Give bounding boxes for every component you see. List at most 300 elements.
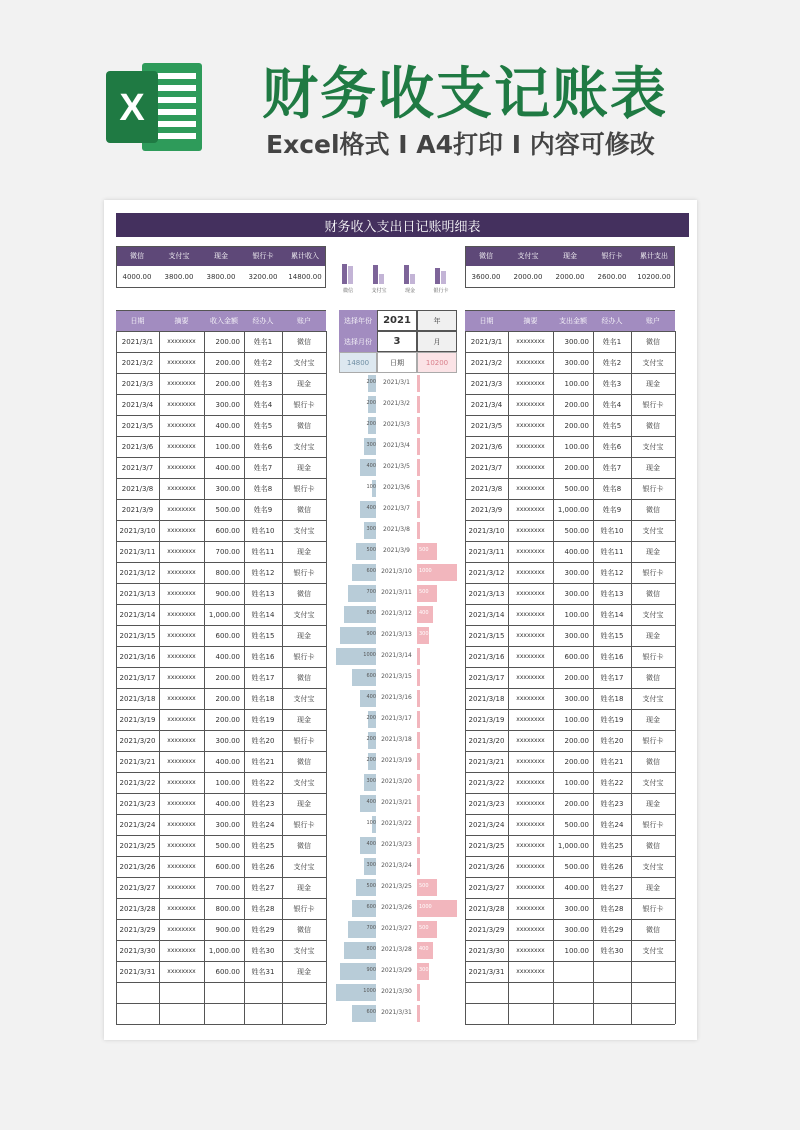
expense-table-cell: xxxxxxxx	[516, 611, 545, 618]
income-table-cell: xxxxxxxx	[167, 926, 196, 933]
expense-table-cell: 现金	[646, 631, 660, 640]
expense-table-cell: 500.00	[564, 484, 589, 493]
income-table-cell: 姓名20	[251, 736, 275, 745]
income-table-cell: 200.00	[215, 379, 240, 388]
expense-table-cell	[631, 1003, 675, 1024]
income-table-cell: 500.00	[215, 505, 240, 514]
income-bar-label: 300	[366, 862, 376, 868]
grid-line	[116, 898, 326, 899]
income-table-cell: 姓名15	[251, 631, 275, 640]
income-table-cell: xxxxxxxx	[167, 443, 196, 450]
income-table-cell: xxxxxxxx	[167, 821, 196, 828]
income-bar-label: 600	[366, 568, 376, 574]
income-table-cell: 支付宝	[293, 862, 315, 871]
expense-table-cell: 200.00	[564, 421, 589, 430]
income-table-cell: 姓名26	[251, 862, 275, 871]
expense-table-cell	[508, 982, 553, 1003]
mini-chart-label: 微信	[342, 288, 353, 294]
expense-bar	[417, 711, 420, 728]
expense-table-cell: xxxxxxxx	[516, 506, 545, 513]
expense-bar	[417, 795, 420, 812]
income-table-cell: 银行卡	[293, 652, 315, 661]
expense-table-cell: 微信	[646, 505, 660, 514]
expense-table-cell: xxxxxxxx	[516, 779, 545, 786]
mini-chart-bar-income	[373, 265, 378, 284]
income-table-cell: 900.00	[215, 589, 240, 598]
expense-table-cell: 支付宝	[642, 442, 664, 451]
expense-table-cell: 姓名18	[600, 694, 624, 703]
grid-line	[116, 835, 326, 836]
expense-bar-label: 500	[419, 925, 429, 931]
expense-table-cell: xxxxxxxx	[516, 758, 545, 765]
expense-table-cell: 500.00	[564, 526, 589, 535]
grid-line	[116, 709, 326, 710]
expense-table-cell: 300.00	[564, 904, 589, 913]
butterfly-date-label: 2021/3/30	[381, 988, 412, 995]
income-table-cell: 400.00	[215, 463, 240, 472]
mini-chart-bar-expense	[410, 274, 415, 284]
expense-table-cell: 2021/3/15	[468, 631, 505, 640]
income-table-cell: xxxxxxxx	[167, 884, 196, 891]
expense-table-cell: 2021/3/28	[468, 904, 505, 913]
expense-col-header: 经办人	[593, 310, 631, 331]
expense-table-cell: 2021/3/4	[470, 400, 503, 409]
mini-chart-bar-income	[404, 265, 409, 284]
income-bar-label: 200	[366, 379, 376, 385]
income-summary-value: 3200.00	[248, 273, 278, 281]
expense-table-cell: 2021/3/6	[470, 442, 503, 451]
expense-table-cell: 姓名26	[600, 862, 624, 871]
grid-line	[465, 982, 675, 983]
income-col-header: 摘要	[159, 310, 204, 331]
income-bar-label: 900	[366, 631, 376, 637]
income-col-header: 日期	[116, 310, 159, 331]
income-table-cell: 100.00	[215, 442, 240, 451]
expense-table-cell: 微信	[646, 337, 660, 346]
expense-table-cell: 300.00	[564, 694, 589, 703]
expense-bar	[417, 732, 420, 749]
grid-line	[465, 856, 675, 857]
butterfly-date-label: 2021/3/28	[381, 946, 412, 953]
income-table-cell: 2021/3/29	[119, 925, 156, 934]
income-table-cell: 姓名25	[251, 841, 275, 850]
income-table-cell: 姓名9	[253, 505, 273, 514]
mini-chart-label: 银行卡	[433, 288, 449, 294]
mini-chart-bar-expense	[379, 274, 384, 284]
grid-line	[282, 331, 283, 1024]
grid-line	[465, 436, 675, 437]
grid-line	[116, 982, 326, 983]
expense-bar	[417, 858, 420, 875]
grid-line	[465, 541, 675, 542]
expense-table-cell: xxxxxxxx	[516, 485, 545, 492]
income-table-cell	[282, 982, 326, 1003]
expense-table-cell: 支付宝	[642, 610, 664, 619]
expense-table-cell: 300.00	[564, 631, 589, 640]
butterfly-date-label: 2021/3/14	[381, 652, 412, 659]
expense-table-cell: 2021/3/14	[468, 610, 505, 619]
income-summary-value: 3800.00	[206, 273, 236, 281]
expense-table-cell: 2021/3/20	[468, 736, 505, 745]
income-table-cell: xxxxxxxx	[167, 611, 196, 618]
sheet-title: 财务收入支出日记账明细表	[116, 213, 689, 237]
expense-table-cell: xxxxxxxx	[516, 527, 545, 534]
expense-table-cell: xxxxxxxx	[516, 422, 545, 429]
income-bar-label: 800	[366, 610, 376, 616]
income-table-cell: xxxxxxxx	[167, 863, 196, 870]
expense-table-cell: 姓名11	[600, 547, 624, 556]
svg-text:X: X	[119, 87, 145, 129]
expense-table-cell	[553, 1003, 593, 1024]
income-table-cell: 现金	[297, 463, 311, 472]
expense-table-cell: 姓名2	[602, 358, 622, 367]
income-table-cell: 银行卡	[293, 904, 315, 913]
year-selector-value[interactable]: 2021	[377, 310, 417, 331]
expense-bar	[417, 837, 420, 854]
income-table-cell: 2021/3/16	[119, 652, 156, 661]
income-bar-label: 200	[366, 421, 376, 427]
expense-table-cell: xxxxxxxx	[516, 905, 545, 912]
income-table-cell	[159, 1003, 204, 1024]
income-table-cell: 姓名5	[253, 421, 273, 430]
grid-line	[465, 625, 675, 626]
income-bar-label: 400	[366, 505, 376, 511]
income-table-cell	[204, 982, 244, 1003]
income-table-cell: xxxxxxxx	[167, 968, 196, 975]
expense-table-cell	[508, 1003, 553, 1024]
grid-line	[116, 457, 326, 458]
expense-table-cell: 2021/3/18	[468, 694, 505, 703]
income-table-cell: 姓名29	[251, 925, 275, 934]
expense-table-cell: 姓名24	[600, 820, 624, 829]
income-bar-label: 100	[366, 484, 376, 490]
expense-table-cell: 微信	[646, 757, 660, 766]
expense-table-cell: 姓名19	[600, 715, 624, 724]
expense-table-cell: 姓名28	[600, 904, 624, 913]
income-table-cell: xxxxxxxx	[167, 758, 196, 765]
income-table-cell: 姓名8	[253, 484, 273, 493]
income-table-cell: 500.00	[215, 841, 240, 850]
income-table-cell	[116, 1003, 159, 1024]
income-table-cell: xxxxxxxx	[167, 947, 196, 954]
expense-summary-header: 微信	[465, 246, 507, 266]
expense-table-cell: 500.00	[564, 862, 589, 871]
expense-table-cell: 600.00	[564, 652, 589, 661]
income-table-cell: 姓名18	[251, 694, 275, 703]
grid-line	[465, 751, 675, 752]
income-table-cell: 300.00	[215, 820, 240, 829]
grid-line	[116, 373, 326, 374]
butterfly-date-label: 2021/3/22	[381, 820, 412, 827]
expense-table-cell: xxxxxxxx	[516, 380, 545, 387]
income-table-cell: 姓名31	[251, 967, 275, 976]
expense-bar	[417, 774, 420, 791]
expense-table-cell	[465, 982, 508, 1003]
income-table-cell: 支付宝	[293, 610, 315, 619]
income-table-cell: xxxxxxxx	[167, 464, 196, 471]
expense-table-cell	[465, 1003, 508, 1024]
hero-banner	[0, 0, 800, 200]
expense-table-cell: 微信	[646, 925, 660, 934]
expense-table-cell: 姓名16	[600, 652, 624, 661]
income-bar-label: 300	[366, 526, 376, 532]
income-col-header: 经办人	[244, 310, 282, 331]
expense-col-header: 支出金额	[553, 310, 593, 331]
expense-table-cell: 姓名30	[600, 946, 624, 955]
income-table-cell: 微信	[297, 337, 311, 346]
expense-table-cell: 微信	[646, 673, 660, 682]
expense-bar-label: 300	[419, 631, 429, 637]
expense-summary-header: 支付宝	[507, 246, 549, 266]
expense-table-cell: 200.00	[564, 673, 589, 682]
butterfly-date-label: 2021/3/12	[381, 610, 412, 617]
expense-bar	[417, 522, 420, 539]
income-summary-header: 微信	[116, 246, 158, 266]
expense-table-cell: 支付宝	[642, 526, 664, 535]
butterfly-date-label: 2021/3/11	[381, 589, 412, 596]
income-col-header: 收入金额	[204, 310, 244, 331]
expense-table-cell: xxxxxxxx	[516, 695, 545, 702]
income-table-cell: 200.00	[215, 358, 240, 367]
expense-table-cell: 现金	[646, 883, 660, 892]
expense-table-cell: xxxxxxxx	[516, 443, 545, 450]
expense-table-cell: 姓名3	[602, 379, 622, 388]
expense-bar	[417, 816, 420, 833]
month-selector-value[interactable]: 3	[377, 331, 417, 352]
expense-table-cell: xxxxxxxx	[516, 359, 545, 366]
expense-table-cell	[631, 982, 675, 1003]
income-col-header: 账户	[282, 310, 326, 331]
income-bar-label: 400	[366, 799, 376, 805]
grid-line	[465, 709, 675, 710]
income-table-cell: xxxxxxxx	[167, 569, 196, 576]
expense-table-cell: 银行卡	[642, 904, 664, 913]
income-table-cell: 2021/3/17	[119, 673, 156, 682]
income-table-cell: xxxxxxxx	[167, 548, 196, 555]
grid-line	[116, 877, 326, 878]
grid-line	[465, 835, 675, 836]
expense-table-cell: xxxxxxxx	[516, 842, 545, 849]
grid-line	[116, 499, 326, 500]
income-summary-header: 现金	[200, 246, 242, 266]
income-table-cell: 支付宝	[293, 358, 315, 367]
expense-table-cell: 400.00	[564, 883, 589, 892]
income-table-cell: 900.00	[215, 925, 240, 934]
butterfly-date-label: 2021/3/2	[383, 400, 410, 407]
butterfly-date-label: 2021/3/9	[383, 547, 410, 554]
income-table-cell: 600.00	[215, 862, 240, 871]
expense-table-cell: 微信	[646, 841, 660, 850]
grid-line	[508, 331, 509, 1024]
income-table-cell: xxxxxxxx	[167, 527, 196, 534]
expense-table-cell: 现金	[646, 547, 660, 556]
expense-table-cell: xxxxxxxx	[516, 737, 545, 744]
butterfly-date-label: 2021/3/27	[381, 925, 412, 932]
butterfly-date-label: 2021/3/13	[381, 631, 412, 638]
expense-bar	[417, 459, 420, 476]
grid-line	[116, 352, 326, 353]
expense-bar	[417, 669, 420, 686]
grid-line	[465, 814, 675, 815]
income-table-cell: 300.00	[215, 736, 240, 745]
income-table-cell: 姓名10	[251, 526, 275, 535]
grid-line	[631, 331, 632, 1024]
expense-table-cell: 300.00	[564, 589, 589, 598]
income-table-cell: xxxxxxxx	[167, 422, 196, 429]
income-table-cell: 现金	[297, 967, 311, 976]
income-table-cell: 2021/3/27	[119, 883, 156, 892]
expense-bar	[417, 690, 420, 707]
grid-line	[465, 730, 675, 731]
expense-table-cell: xxxxxxxx	[516, 947, 545, 954]
expense-table-cell: 支付宝	[642, 946, 664, 955]
income-table-cell: 600.00	[215, 526, 240, 535]
income-table-cell: 姓名21	[251, 757, 275, 766]
income-table-cell: 2021/3/5	[121, 421, 154, 430]
income-table-cell: 微信	[297, 421, 311, 430]
expense-table-cell: xxxxxxxx	[516, 674, 545, 681]
income-bar-label: 500	[366, 883, 376, 889]
expense-table-cell: 2021/3/13	[468, 589, 505, 598]
income-table-cell: 现金	[297, 547, 311, 556]
grid-line	[116, 751, 326, 752]
income-table-cell: 2021/3/14	[119, 610, 156, 619]
income-table-cell: 微信	[297, 673, 311, 682]
income-table-cell: 2021/3/31	[119, 967, 156, 976]
expense-table-cell: 银行卡	[642, 820, 664, 829]
income-table-cell: 700.00	[215, 547, 240, 556]
income-table-cell: 2021/3/7	[121, 463, 154, 472]
expense-table-cell: 现金	[646, 379, 660, 388]
expense-table-cell: xxxxxxxx	[516, 569, 545, 576]
income-table-cell: 2021/3/12	[119, 568, 156, 577]
expense-table-cell: xxxxxxxx	[516, 401, 545, 408]
income-table-cell: xxxxxxxx	[167, 485, 196, 492]
butterfly-date-label: 2021/3/19	[381, 757, 412, 764]
income-table-cell: 400.00	[215, 757, 240, 766]
income-bar-label: 200	[366, 757, 376, 763]
expense-table-cell: 支付宝	[642, 862, 664, 871]
income-table-cell: 300.00	[215, 400, 240, 409]
expense-table-cell	[593, 1003, 631, 1024]
income-table-cell: xxxxxxxx	[167, 359, 196, 366]
income-table-cell: 800.00	[215, 904, 240, 913]
expense-table-cell: xxxxxxxx	[516, 800, 545, 807]
income-table-cell: 1,000.00	[208, 946, 240, 955]
expense-bar-label: 500	[419, 589, 429, 595]
income-table-cell: xxxxxxxx	[167, 800, 196, 807]
grid-line	[465, 940, 675, 941]
grid-line	[116, 541, 326, 542]
expense-summary-header: 银行卡	[591, 246, 633, 266]
expense-table-cell: xxxxxxxx	[516, 653, 545, 660]
expense-table-cell: 姓名6	[602, 442, 622, 451]
grid-line	[593, 331, 594, 1024]
expense-table-cell: 100.00	[564, 715, 589, 724]
butterfly-date-label: 2021/3/15	[381, 673, 412, 680]
expense-col-header: 账户	[631, 310, 675, 331]
income-table-cell: 姓名30	[251, 946, 275, 955]
income-bar-label: 300	[366, 778, 376, 784]
grid-line	[116, 1024, 326, 1025]
expense-bar	[417, 438, 420, 455]
expense-table-cell: 支付宝	[642, 694, 664, 703]
butterfly-date-label: 2021/3/18	[381, 736, 412, 743]
mini-chart-bar-expense	[441, 271, 446, 284]
income-table-cell: 姓名28	[251, 904, 275, 913]
expense-table-cell: 2021/3/7	[470, 463, 503, 472]
income-table-cell: 现金	[297, 799, 311, 808]
income-table-cell: xxxxxxxx	[167, 632, 196, 639]
income-table-cell	[159, 982, 204, 1003]
income-bar-label: 600	[366, 904, 376, 910]
income-bar-label: 200	[366, 736, 376, 742]
grid-line	[465, 1024, 675, 1025]
grid-line	[465, 667, 675, 668]
expense-table-cell: 200.00	[564, 757, 589, 766]
income-summary-header: 支付宝	[158, 246, 200, 266]
grid-line	[204, 331, 205, 1024]
expense-bar	[417, 375, 420, 392]
expense-table-cell: 2021/3/3	[470, 379, 503, 388]
grid-line	[465, 310, 675, 311]
income-table-cell: 姓名7	[253, 463, 273, 472]
grid-line	[465, 688, 675, 689]
expense-table-cell: xxxxxxxx	[516, 590, 545, 597]
income-table-cell: 姓名14	[251, 610, 275, 619]
grid-line	[244, 331, 245, 1024]
expense-table-cell: 银行卡	[642, 736, 664, 745]
grid-line	[116, 625, 326, 626]
expense-table-cell: 现金	[646, 799, 660, 808]
income-table-cell: 400.00	[215, 652, 240, 661]
butterfly-date-label: 2021/3/20	[381, 778, 412, 785]
income-table-cell: 2021/3/10	[119, 526, 156, 535]
income-table-cell: 700.00	[215, 883, 240, 892]
expense-table-cell	[593, 982, 631, 1003]
expense-table-cell: 2021/3/10	[468, 526, 505, 535]
grid-line	[465, 331, 466, 1024]
expense-summary-value: 2000.00	[513, 273, 543, 281]
income-table-cell: 微信	[297, 925, 311, 934]
income-table-cell: 姓名2	[253, 358, 273, 367]
income-table-cell: 支付宝	[293, 526, 315, 535]
income-bar-label: 1000	[363, 652, 376, 658]
expense-table-cell: 2021/3/1	[470, 337, 503, 346]
expense-table-cell: 100.00	[564, 778, 589, 787]
income-table-cell: 2021/3/1	[121, 337, 154, 346]
expense-summary-header: 现金	[549, 246, 591, 266]
expense-table-cell: 姓名10	[600, 526, 624, 535]
income-table-cell: 200.00	[215, 673, 240, 682]
expense-table-cell: 100.00	[564, 610, 589, 619]
butterfly-date-label: 2021/3/23	[381, 841, 412, 848]
expense-table-cell	[553, 961, 593, 982]
income-table-cell: 姓名16	[251, 652, 275, 661]
expense-bar	[417, 501, 420, 518]
expense-table-cell: 100.00	[564, 442, 589, 451]
butterfly-date-label: 2021/3/31	[381, 1009, 412, 1016]
income-table-cell: 银行卡	[293, 400, 315, 409]
expense-table-cell: 300.00	[564, 925, 589, 934]
income-table-cell: 100.00	[215, 778, 240, 787]
mini-chart-label: 支付宝	[371, 288, 387, 294]
grid-line	[465, 583, 675, 584]
expense-table-cell: 微信	[646, 421, 660, 430]
expense-table-cell: xxxxxxxx	[516, 632, 545, 639]
expense-table-cell: 姓名7	[602, 463, 622, 472]
income-table-cell: 银行卡	[293, 820, 315, 829]
